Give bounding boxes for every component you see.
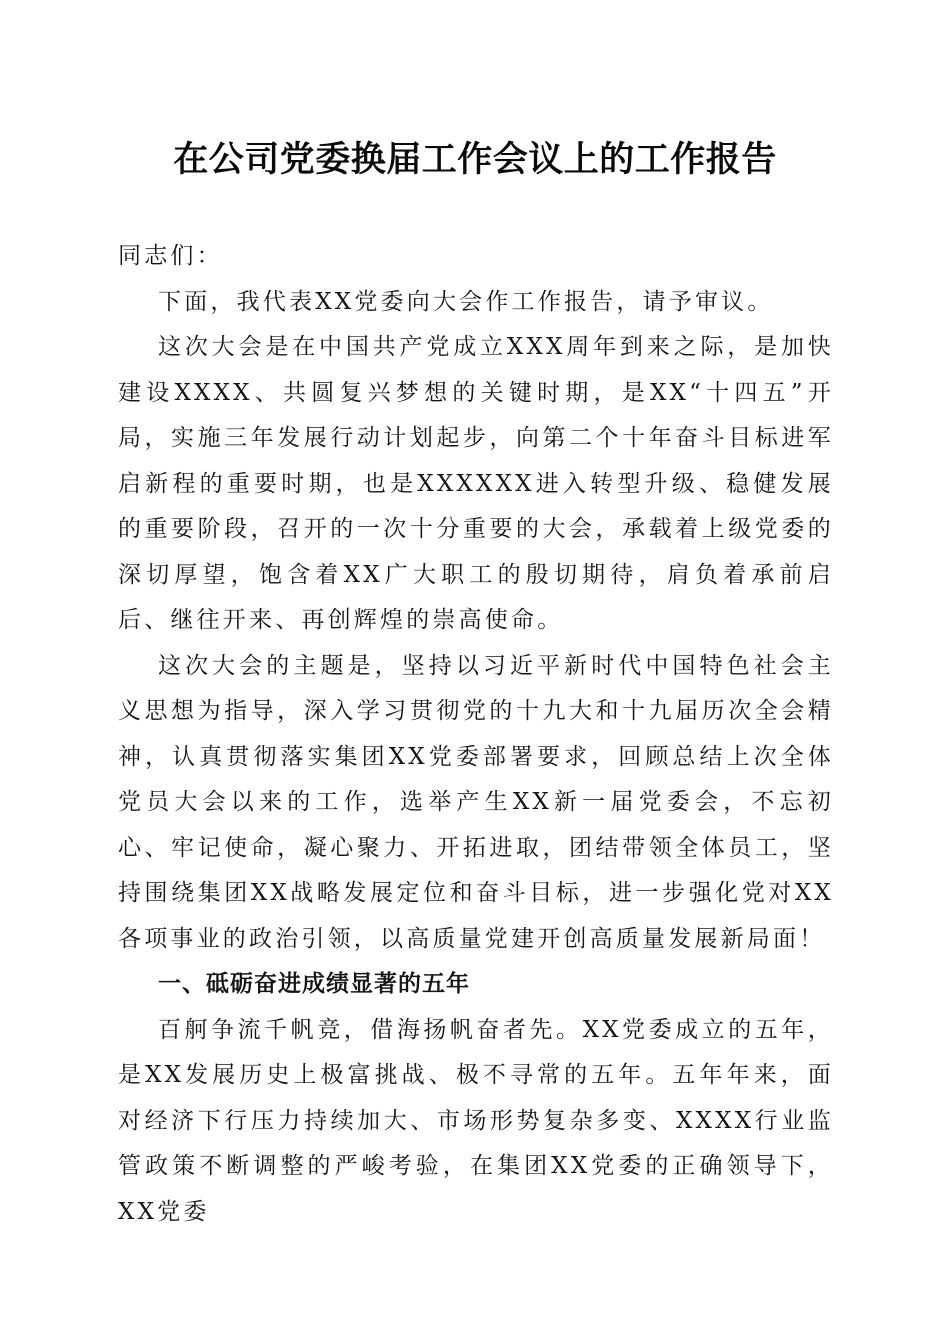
paragraph-context: 这次大会是在中国共产党成立XXX周年到来之际，是加快建设XXXX、共圆复兴梦想的关键时期，是XX“十四五”开局，实施三年发展行动计划起步，向第二个十年奋斗目标进军启新程的重要时期，也是XXXXXX进入转型升级、稳健发展的重要阶段，召开的一次十分重要的大会，承载着上级党委的深切厚望，饱含着XX广大职工的殷切期待，肩负着承前启后、继往开来、再创辉煌的崇高使命。 xyxy=(118,334,834,633)
section-heading: 一、砥砺奋进成绩显著的五年 xyxy=(158,971,470,997)
paragraph-section-one: 百舸争流千帆竞，借海扬帆奋者先。XX党委成立的五年，是XX发展历史上极富挑战、极不寻常的五年。五年年来，面对经济下行压力持续加大、市场形势复杂多变、XXXX行业监管政策不断调整的严峻考验，在集团XX党委的正确领导下，XX党委 xyxy=(118,1016,834,1225)
document-body xyxy=(118,234,834,1235)
paragraph-theme: 这次大会的主题是，坚持以习近平新时代中国特色社会主义思想为指导，深入学习贯彻党的十九大和十九届历次全会精神，认真贯彻落实集团XX党委部署要求，回顾总结上次全体党员大会以来的工作，选举产生XX新一届党委会，不忘初心、牢记使命，凝心聚力、开拓进取，团结带领全体员工，坚持围绕集团XX战略发展定位和奋斗目标，进一步强化党对XX各项事业的政治引领，以高质量党建开创高质量发展新局面！ xyxy=(118,652,834,952)
document-title: 在公司党委换届工作会议上的工作报告 xyxy=(173,139,777,180)
salutation: 同志们： xyxy=(118,243,223,269)
paragraph-intro: 下面，我代表XX党委向大会作工作报告，请予审议。 xyxy=(158,288,774,315)
